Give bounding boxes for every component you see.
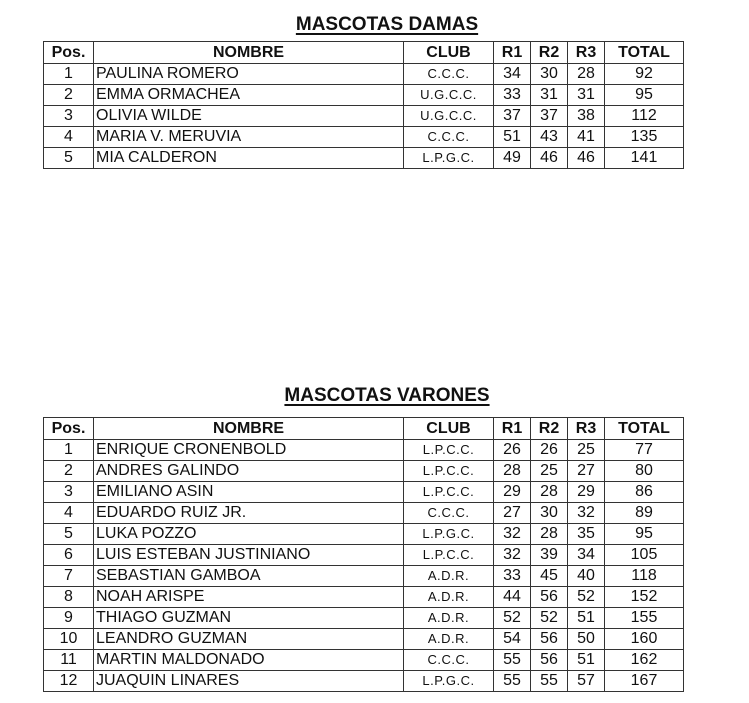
name-header: NOMBRE [94,42,404,64]
player-name-cell: ANDRES GALINDO [94,461,404,482]
round-3-score-cell: 25 [568,440,605,461]
round-1-score-cell: 37 [494,106,531,127]
round-3-score-cell: 51 [568,608,605,629]
round-2-score-cell: 28 [531,482,568,503]
round-3-score-cell: 31 [568,85,605,106]
pos-cell: 4 [44,503,94,524]
r1-header: R1 [494,418,531,440]
club-cell: A.D.R. [404,629,494,650]
total-score-cell: 152 [605,587,684,608]
header-row [44,418,684,440]
total-score-cell: 162 [605,650,684,671]
total-score-cell: 135 [605,127,684,148]
club-cell: U.G.C.C. [404,85,494,106]
player-name-cell: MIA CALDERON [94,148,404,169]
table-row [44,440,684,461]
r2-header: R2 [531,42,568,64]
table-row [44,482,684,503]
table-row [44,650,684,671]
player-name-cell: MARIA V. MERUVIA [94,127,404,148]
round-2-score-cell: 26 [531,440,568,461]
pos-cell: 6 [44,545,94,566]
club-header: CLUB [404,418,494,440]
r3-header: R3 [568,42,605,64]
total-header: TOTAL [605,42,684,64]
club-cell: U.G.C.C. [404,106,494,127]
round-3-score-cell: 27 [568,461,605,482]
round-2-score-cell: 46 [531,148,568,169]
round-1-score-cell: 33 [494,566,531,587]
total-score-cell: 160 [605,629,684,650]
club-cell: C.C.C. [404,503,494,524]
round-2-score-cell: 30 [531,64,568,85]
club-cell: A.D.R. [404,566,494,587]
header-row [44,42,684,64]
club-cell: C.C.C. [404,64,494,85]
club-cell: L.P.G.C. [404,148,494,169]
pos-cell: 4 [44,127,94,148]
player-name-cell: JUAQUIN LINARES [94,671,404,692]
pos-cell: 1 [44,64,94,85]
round-1-score-cell: 55 [494,650,531,671]
table-row [44,629,684,650]
player-name-cell: ENRIQUE CRONENBOLD [94,440,404,461]
total-score-cell: 77 [605,440,684,461]
varones-results-table [43,417,684,692]
round-2-score-cell: 30 [531,503,568,524]
club-cell: L.P.C.C. [404,482,494,503]
round-3-score-cell: 46 [568,148,605,169]
round-1-score-cell: 34 [494,64,531,85]
round-1-score-cell: 54 [494,629,531,650]
name-header: NOMBRE [94,418,404,440]
round-1-score-cell: 27 [494,503,531,524]
round-3-score-cell: 40 [568,566,605,587]
table-row [44,106,684,127]
pos-cell: 5 [44,524,94,545]
player-name-cell: EDUARDO RUIZ JR. [94,503,404,524]
round-3-score-cell: 51 [568,650,605,671]
club-cell: L.P.C.C. [404,461,494,482]
total-score-cell: 112 [605,106,684,127]
pos-cell: 10 [44,629,94,650]
player-name-cell: THIAGO GUZMAN [94,608,404,629]
table-row [44,127,684,148]
pos-cell: 2 [44,85,94,106]
pos-cell: 3 [44,106,94,127]
pos-cell: 9 [44,608,94,629]
pos-cell: 2 [44,461,94,482]
damas-results-table [43,41,684,169]
pos-cell: 1 [44,440,94,461]
round-2-score-cell: 39 [531,545,568,566]
club-cell: A.D.R. [404,608,494,629]
round-1-score-cell: 44 [494,587,531,608]
pos-cell: 7 [44,566,94,587]
round-1-score-cell: 51 [494,127,531,148]
club-header: CLUB [404,42,494,64]
total-score-cell: 92 [605,64,684,85]
pos-cell: 12 [44,671,94,692]
club-cell: L.P.C.C. [404,545,494,566]
player-name-cell: LEANDRO GUZMAN [94,629,404,650]
pos-cell: 8 [44,587,94,608]
player-name-cell: NOAH ARISPE [94,587,404,608]
round-2-score-cell: 45 [531,566,568,587]
club-cell: L.P.G.C. [404,671,494,692]
round-1-score-cell: 49 [494,148,531,169]
round-1-score-cell: 55 [494,671,531,692]
round-3-score-cell: 38 [568,106,605,127]
total-score-cell: 95 [605,524,684,545]
round-3-score-cell: 50 [568,629,605,650]
round-1-score-cell: 28 [494,461,531,482]
round-1-score-cell: 32 [494,545,531,566]
total-score-cell: 167 [605,671,684,692]
player-name-cell: EMMA ORMACHEA [94,85,404,106]
total-score-cell: 89 [605,503,684,524]
club-cell: L.P.C.C. [404,440,494,461]
player-name-cell: MARTIN MALDONADO [94,650,404,671]
club-cell: C.C.C. [404,127,494,148]
total-score-cell: 80 [605,461,684,482]
round-3-score-cell: 34 [568,545,605,566]
damas-title: MASCOTAS DAMAS [295,14,479,35]
total-header: TOTAL [605,418,684,440]
round-1-score-cell: 33 [494,85,531,106]
round-1-score-cell: 32 [494,524,531,545]
round-2-score-cell: 43 [531,127,568,148]
pos-cell: 11 [44,650,94,671]
round-2-score-cell: 37 [531,106,568,127]
pos-cell: 3 [44,482,94,503]
table-row [44,85,684,106]
player-name-cell: LUKA POZZO [94,524,404,545]
round-3-score-cell: 28 [568,64,605,85]
table-row [44,148,684,169]
total-score-cell: 105 [605,545,684,566]
round-3-score-cell: 35 [568,524,605,545]
table-row [44,64,684,85]
club-cell: C.C.C. [404,650,494,671]
table-row [44,587,684,608]
pos-header: Pos. [44,418,94,440]
player-name-cell: LUIS ESTEBAN JUSTINIANO [94,545,404,566]
player-name-cell: SEBASTIAN GAMBOA [94,566,404,587]
club-cell: L.P.G.C. [404,524,494,545]
round-2-score-cell: 28 [531,524,568,545]
round-1-score-cell: 29 [494,482,531,503]
round-2-score-cell: 31 [531,85,568,106]
round-2-score-cell: 52 [531,608,568,629]
player-name-cell: OLIVIA WILDE [94,106,404,127]
round-3-score-cell: 41 [568,127,605,148]
round-2-score-cell: 25 [531,461,568,482]
r1-header: R1 [494,42,531,64]
table-row [44,545,684,566]
round-1-score-cell: 26 [494,440,531,461]
round-2-score-cell: 55 [531,671,568,692]
table-row [44,503,684,524]
table-row [44,566,684,587]
round-1-score-cell: 52 [494,608,531,629]
total-score-cell: 118 [605,566,684,587]
total-score-cell: 155 [605,608,684,629]
round-2-score-cell: 56 [531,650,568,671]
round-3-score-cell: 57 [568,671,605,692]
pos-cell: 5 [44,148,94,169]
round-2-score-cell: 56 [531,587,568,608]
table-row [44,671,684,692]
player-name-cell: EMILIANO ASIN [94,482,404,503]
round-3-score-cell: 32 [568,503,605,524]
round-3-score-cell: 29 [568,482,605,503]
r3-header: R3 [568,418,605,440]
table-row [44,461,684,482]
table-row [44,608,684,629]
total-score-cell: 86 [605,482,684,503]
player-name-cell: PAULINA ROMERO [94,64,404,85]
total-score-cell: 141 [605,148,684,169]
r2-header: R2 [531,418,568,440]
table-row [44,524,684,545]
varones-title: MASCOTAS VARONES [284,385,490,406]
round-2-score-cell: 56 [531,629,568,650]
club-cell: A.D.R. [404,587,494,608]
total-score-cell: 95 [605,85,684,106]
round-3-score-cell: 52 [568,587,605,608]
pos-header: Pos. [44,42,94,64]
